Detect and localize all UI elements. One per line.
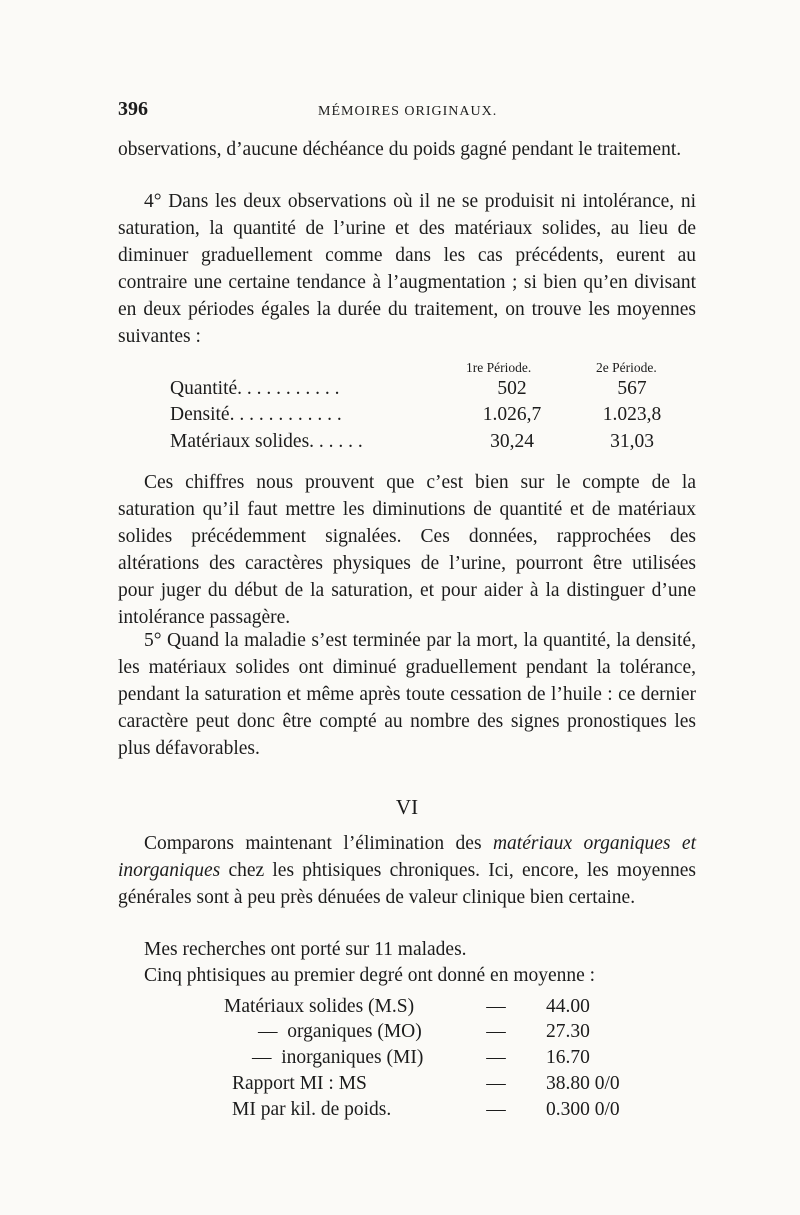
running-head: MÉMOIRES ORIGINAUX. <box>318 104 498 119</box>
dash-separator: — <box>486 996 506 1017</box>
paragraph-five-phthisics: Cinq phtisiques au premier degré ont donné en moyenne : <box>144 965 596 986</box>
page-header <box>118 98 698 128</box>
row-value: 27.30 <box>546 1021 590 1042</box>
row-label: Matériaux solides. . . . . . <box>170 431 363 452</box>
column-header-period-1: 1re Période. <box>466 360 532 375</box>
cell-period-1: 1.026,7 <box>482 404 542 425</box>
table-row <box>200 1021 680 1049</box>
paragraph-comparison <box>118 830 696 911</box>
cell-period-2: 1.023,8 <box>602 404 662 425</box>
dash-separator: — <box>486 1099 506 1120</box>
page-number: 396 <box>118 98 148 120</box>
row-value: 0.300 0/0 <box>546 1099 620 1120</box>
cell-period-2: 567 <box>617 378 647 399</box>
row-value: 44.00 <box>546 996 590 1017</box>
table-row <box>200 996 680 1024</box>
row-label: Quantité. . . . . . . . . . . <box>170 378 340 399</box>
row-label: Matériaux solides (M.S) <box>224 996 415 1017</box>
row-label: Densité. . . . . . . . . . . . <box>170 404 342 425</box>
paragraph-continuation: observations, d’aucune déchéance du poids gagné pendant le traitement. <box>118 139 682 160</box>
row-label: Rapport MI : MS <box>232 1073 367 1094</box>
dash-separator: — <box>486 1021 506 1042</box>
cell-period-1: 502 <box>497 378 527 399</box>
dash-separator: — <box>486 1073 506 1094</box>
column-header-period-2: 2e Période. <box>596 360 657 375</box>
section-heading: VI <box>395 795 419 819</box>
row-value: 38.80 0/0 <box>546 1073 620 1094</box>
paragraph-patients: Mes recherches ont porté sur 11 malades. <box>144 939 467 960</box>
table-row <box>170 404 700 432</box>
table-row <box>170 378 700 406</box>
paragraph-text: chez les phtisiques chroniques. Ici, encore, les moyennes générales sont à peu près dénuées de valeur clinique bien certaine. <box>118 860 696 908</box>
row-label: — inorganiques (MI) <box>252 1047 424 1068</box>
paragraph-point-5: 5° Quand la maladie s’est terminée par la mort, la quantité, la densité, les matériaux solides ont diminué graduellement pendant la tolérance, pendant la saturation et même après toute cessation de l’huile : ce dernier caractère peut donc être compté au nombre des signes pronostiques les plus défavorables. <box>118 630 696 759</box>
row-label: MI par kil. de poids. <box>232 1099 392 1120</box>
row-label: — organiques (MO) <box>258 1021 422 1042</box>
dash-separator: — <box>486 1047 506 1068</box>
cell-period-2: 31,03 <box>610 431 654 452</box>
table-row <box>170 431 700 459</box>
table-row <box>200 1073 680 1101</box>
row-value: 16.70 <box>546 1047 590 1068</box>
italic-term: matériaux organiques et inorganiques <box>118 833 696 881</box>
paragraph-point-4: 4° Dans les deux observations où il ne se produisit ni intolérance, ni saturation, la quantité de l’urine et des matériaux solides, au lieu de diminuer graduellement comme dans les cas précédents, eurent au contraire une certaine tendance à l’augmentation ; si bien qu’en divisant en deux périodes égales la durée du traitement, on trouve les moyennes suivantes : <box>118 191 696 347</box>
paragraph-text: Comparons maintenant l’élimination des <box>144 833 493 854</box>
cell-period-1: 30,24 <box>490 431 534 452</box>
table-row <box>200 1099 680 1127</box>
table-row <box>200 1047 680 1075</box>
paragraph-saturation: Ces chiffres nous prouvent que c’est bien sur le compte de la saturation qu’il faut mettre les diminutions de quantité et de matériaux solides précédemment signalées. Ces données, rapprochées des altérations des caractères physiques de l’urine, pourront être utilisées pour juger du début de la saturation, et pour aider à la distinguer d’une intolérance passagère. <box>118 472 696 628</box>
